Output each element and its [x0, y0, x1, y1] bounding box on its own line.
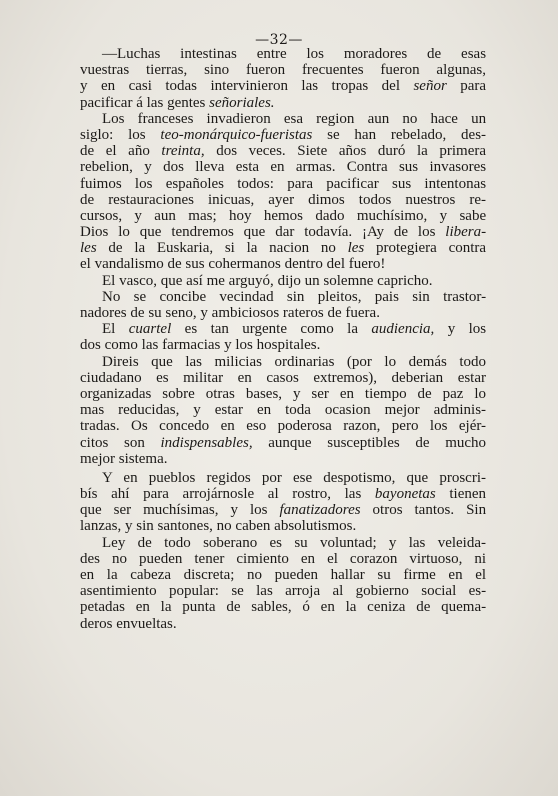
text-line: citos son indispensables, aunque susceptibles de mucho [80, 434, 487, 451]
paragraph [80, 354, 486, 467]
text-line: bís ahí para arrojárnosle al rostro, las bayonetas tienen [80, 486, 487, 503]
text-line: Ley de todo soberano es su voluntad; y las veleida- [102, 534, 486, 551]
text-line: Dios lo que tendremos que dar todavía. ¡Ay de los libera- [80, 224, 487, 241]
text-line: Direis que las milicias ordinarias (por lo demás todo [102, 353, 487, 370]
paragraph [80, 289, 486, 321]
body-text [80, 46, 486, 632]
text-line: rebelion, y dos lleva esta en armas. Contra sus invasores [80, 159, 487, 176]
text-line: petadas en la punta de sables, ó en la ceniza de quema- [80, 599, 487, 616]
text-line: Los franceses invadieron esa region aun no hace un [102, 110, 487, 127]
text-line: ciudadano es militar en casos extremos), deberian estar [80, 369, 487, 386]
paragraph [80, 470, 486, 535]
text-line: les de la Euskaria, si la nacion no les protegiera contra [80, 240, 487, 257]
text-line: y en casi todas intervinieron las tropas del señor para [80, 78, 487, 95]
text-line: El cuartel es tan urgente como la audiencia, y los [102, 321, 487, 338]
paragraph [80, 535, 486, 632]
text-line: cursos, y aun mas; hoy hemos dado muchísimo, y sabe [80, 207, 487, 224]
text-line: Y en pueblos regidos por ese despotismo, que proscri- [102, 469, 486, 486]
text-line: dos como las farmacias y los hospitales. [80, 337, 321, 354]
text-line: deros envueltas. [80, 615, 177, 632]
page-number: —32— [255, 32, 303, 48]
text-line: mejor sistema. [80, 450, 168, 467]
text-line: siglo: los teo-monárquico-fueristas se han rebelado, des- [80, 126, 487, 143]
text-line: en la cabeza discreta; no pueden hallar su firme en el [80, 567, 487, 583]
text-line: de el año treinta, dos veces. Siete años duró la primera [80, 143, 487, 160]
text-line: lanzas, y sin santones, no caben absolutismos. [80, 518, 357, 535]
text-line: tradas. Os concedo en eso poderosa razon, pero los ejér- [80, 418, 487, 435]
text-line: organizadas sobre otras bases, y ser en tiempo de paz lo [80, 385, 487, 402]
text-line: fuimos los españoles todos: para pacificar sus intentonas [80, 175, 487, 192]
text-line: —Luchas intestinas entre los moradores de esas [102, 46, 487, 62]
text-line: El vasco, que así me arguyó, dijo un solemne capricho. [102, 272, 433, 289]
text-line: No se concibe vecindad sin pleitos, pais sin trastor- [102, 288, 487, 305]
text-line: des no pueden tener cimiento en el corazon virtuoso, ni [80, 550, 487, 567]
text-line: mas reducidas, y estar en toda ocasion mejor adminis- [80, 402, 487, 419]
paragraph [80, 46, 486, 111]
text-line: asentimiento popular: se las arroja al gobierno social es- [80, 583, 487, 600]
paragraph [80, 321, 486, 353]
text-line: pacificar á las gentes señoriales. [80, 94, 275, 111]
text-line: nadores de su seno, y ambiciosos rateros de fuera. [80, 305, 380, 321]
text-line: de restauraciones inicuas, ayer dimos todos nuestros re- [80, 191, 486, 208]
paragraph [80, 273, 486, 289]
text-line: que ser muchísimas, y los fanatizadores otros tantos. Sin [80, 502, 487, 519]
paragraph [80, 111, 486, 273]
text-line: el vandalismo de sus cohermanos dentro del fuero! [80, 256, 386, 273]
text-line: vuestras tierras, sino fueron frecuentes fueron algunas, [80, 62, 486, 79]
